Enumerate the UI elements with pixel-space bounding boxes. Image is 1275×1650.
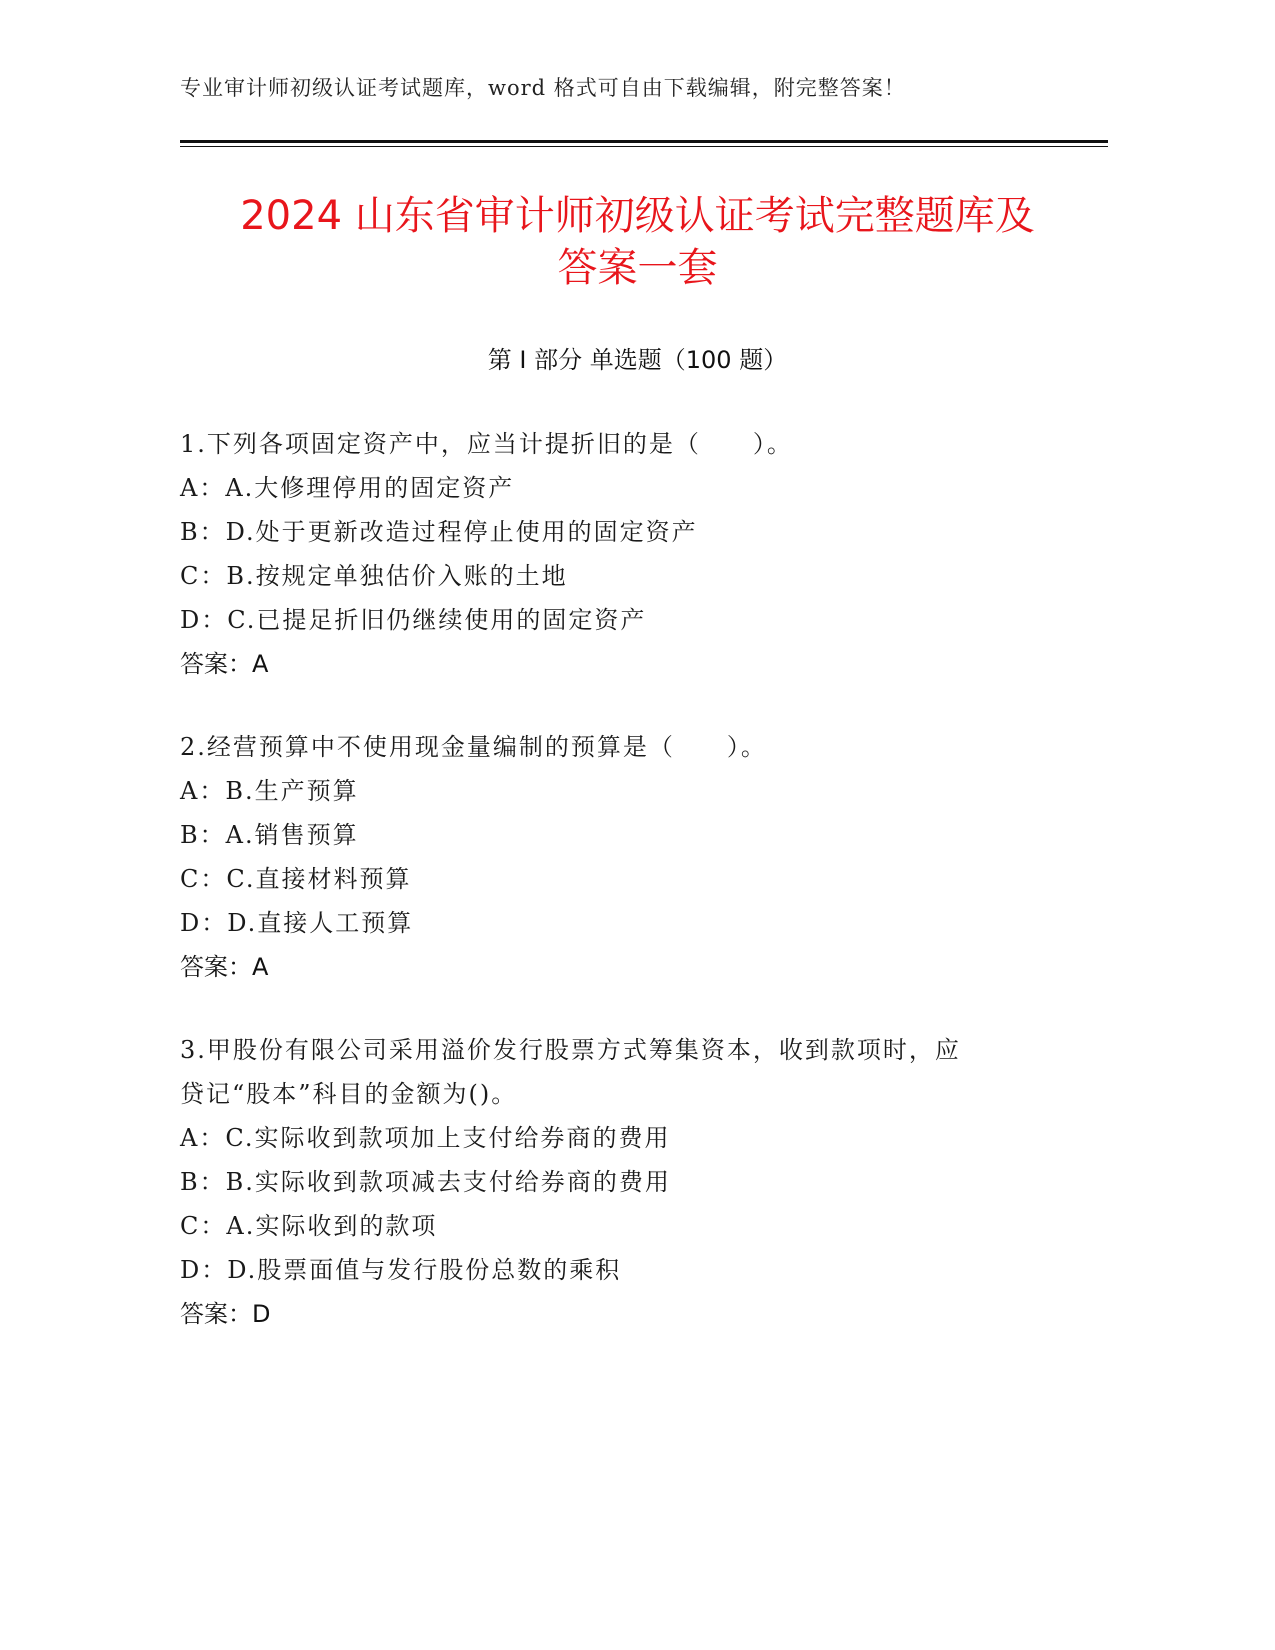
option-c: C：B.按规定单独估价入账的土地 — [180, 562, 568, 590]
option-b: B：D.处于更新改造过程停止使用的固定资产 — [180, 518, 698, 546]
option-d: D：D.直接人工预算 — [180, 909, 414, 937]
option-a: A：C.实际收到款项加上支付给券商的费用 — [180, 1124, 671, 1152]
question-stem: 2.经营预算中不使用现金量编制的预算是（ ）。 — [180, 733, 767, 761]
question-item — [180, 1028, 1110, 1336]
option-d: D：D.股票面值与发行股份总数的乘积 — [180, 1256, 622, 1284]
question-stem-line-2: 贷记“股本”科目的金额为()。 — [180, 1080, 518, 1108]
question-stem-line-1: 3.甲股份有限公司采用溢价发行股票方式筹集资本，收到款项时，应 — [180, 1036, 961, 1064]
answer-line: 答案：A — [180, 650, 269, 678]
document-title — [150, 190, 1125, 294]
question-stem: 1.下列各项固定资产中，应当计提折旧的是（ ）。 — [180, 430, 793, 458]
answer-line: 答案：D — [180, 1300, 271, 1328]
option-b: B：B.实际收到款项减去支付给券商的费用 — [180, 1168, 671, 1196]
option-c: C：A.实际收到的款项 — [180, 1212, 438, 1240]
header-note: 专业审计师初级认证考试题库，word 格式可自由下载编辑，附完整答案！ — [180, 76, 906, 100]
question-item — [180, 422, 1110, 686]
header-rule-thick — [180, 140, 1108, 143]
document-title-line-1: 2024 山东省审计师初级认证考试完整题库及 — [240, 193, 1035, 239]
option-b: B：A.销售预算 — [180, 821, 359, 849]
question-list — [180, 422, 1110, 1375]
option-d: D：C.已提足折旧仍继续使用的固定资产 — [180, 606, 647, 634]
option-a: A：A.大修理停用的固定资产 — [180, 474, 515, 502]
section-heading: 第 I 部分 单选题（100 题） — [487, 346, 788, 374]
question-item — [180, 725, 1110, 989]
answer-line: 答案：A — [180, 953, 269, 981]
header-rule-thin — [180, 146, 1108, 147]
option-a: A：B.生产预算 — [180, 777, 359, 805]
option-c: C：C.直接材料预算 — [180, 865, 412, 893]
document-title-line-2: 答案一套 — [557, 245, 718, 291]
